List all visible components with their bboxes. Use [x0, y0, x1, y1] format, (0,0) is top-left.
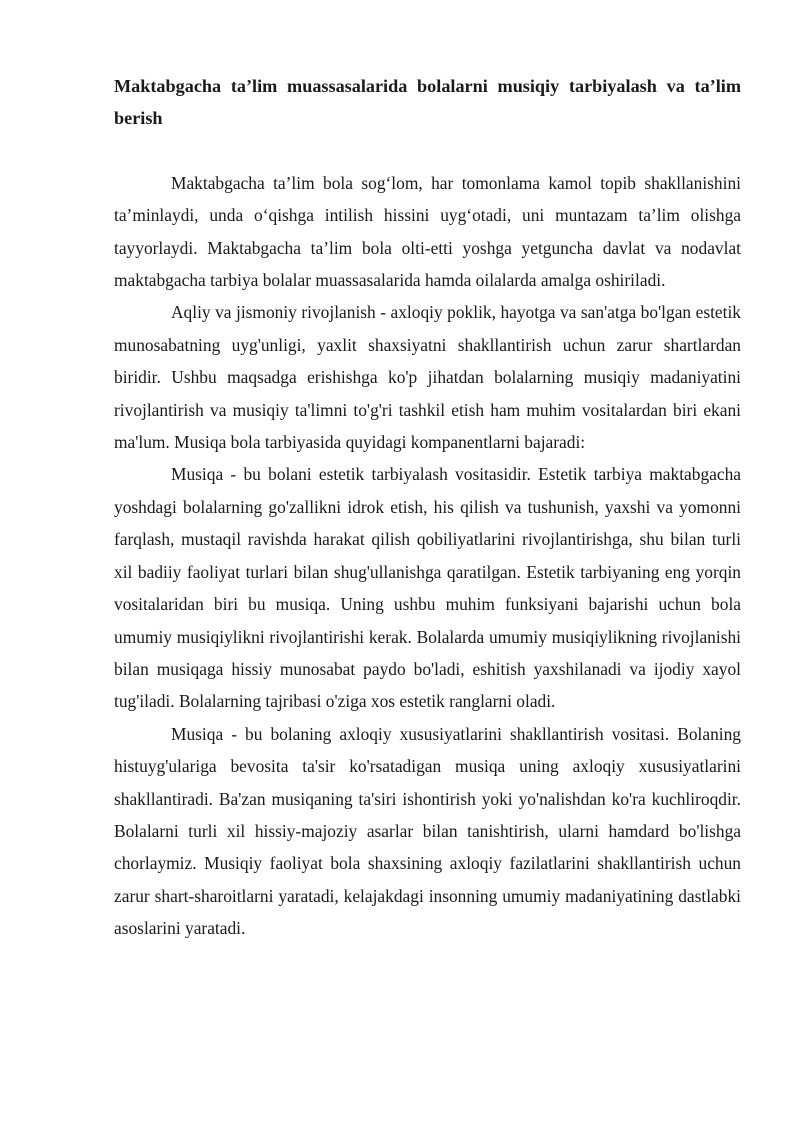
paragraph-aesthetic: Musiqa - bu bolani estetik tarbiyalash vositasidir. Estetik tarbiya maktabgacha yoshdagi bolalarning go'zallikni idrok etish, his qilish va tushunish, yaxshi va yomonni farqlash, mustaqil ravishda harakat qilish qobiliyatlarini rivojlantirishga, shu bilan turli xil badiiy faoliyat turlari bilan shug'ullanishga qaratilgan. Estetik tarbiyaning eng yorqin vositalaridan biri bu musiqa. Uning ushbu muhim funksiyani bajarishi uchun bola umumiy musiqiylikni rivojlantirishi kerak. Bolalarda umumiy musiqiylikning rivojlanishi bilan musiqaga hissiy munosabat paydo bo'ladi, eshitish yaxshilanadi va ijodiy xayol tug'iladi. Bolalarning tajribasi o'ziga xos estetik ranglarni oladi. [114, 464, 741, 712]
paragraph-development: Aqliy va jismoniy rivojlanish - axloqiy poklik, hayotga va san'atga bo'lgan estetik munosabatning uyg'unligi, yaxlit shaxsiyatni shakllantirish uchun zarur shartlardan biridir. Ushbu maqsadga erishishga ko'p jihatdan bolalarning musiqiy madaniyatini rivojlantirish va musiqiy ta'limni to'g'ri tashkil etish ham muhim vositalardan biri ekani ma'lum. Musiqa bola tarbiyasida quyidagi kompanentlarni bajaradi: [114, 302, 741, 453]
paragraph-moral: Musiqa - bu bolaning axloqiy xususiyatlarini shakllantirish vositasi. Bolaning histuyg'ulariga bevosita ta'sir ko'rsatadigan musiqa uning axloqiy xususiyatlarini shakllantiradi. Ba'zan musiqaning ta'siri ishontirish yoki yo'nalishdan ko'ra kuchliroqdir. Bolalarni turli xil hissiy-majoziy asarlar bilan tanishtirish, ularni hamdard bo'lishga chorlaymiz. Musiqiy faoliyat bola shaxsining axloqiy fazilatlarini shakllantirish uchun zarur shart-sharoitlarni yaratadi, kelajakdagi insonning umumiy madaniyatining dastlabki asoslarini yaratadi. [114, 723, 741, 939]
document-body [114, 70, 741, 945]
paragraph-intro: Maktabgacha ta’lim bola sog‘lom, har tomonlama kamol topib shakllanishini ta’minlaydi, unda o‘qishga intilish hissini uyg‘otadi, uni muntazam ta’lim olishga tayyorlaydi. Maktabgacha ta’lim bola olti-etti yoshga yetguncha davlat va nodavlat maktabgacha tarbiya bolalar muassasalarida hamda oilalarda amalga oshiriladi. [114, 172, 741, 291]
document-title: Maktabgacha ta’lim muassasalarida bolalarni musiqiy tarbiyalash va ta’lim berish [114, 76, 741, 129]
title-spacer [114, 135, 741, 167]
